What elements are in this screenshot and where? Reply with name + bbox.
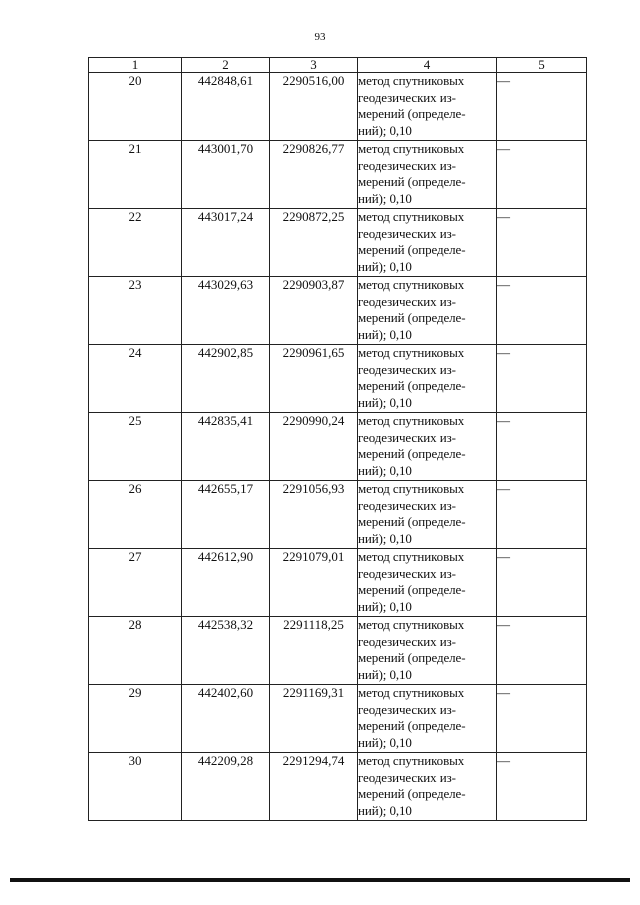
x-coordinate-cell [182,617,270,685]
method-cell [358,345,497,413]
y-coordinate-cell-text: 2291294,74 [282,753,345,768]
point-number-cell [89,685,182,753]
y-coordinate-cell [270,685,358,753]
method-cell-text: метод спутниковых геодезических из- мерений (определе- ний); 0,10 [358,345,466,410]
method-cell [358,549,497,617]
x-coordinate-cell [182,345,270,413]
method-cell [358,277,497,345]
note-cell [497,685,587,753]
point-number-cell-text: 23 [128,277,142,292]
point-number-cell-text: 22 [128,209,142,224]
x-coordinate-cell [182,73,270,141]
y-coordinate-cell-text: 2290516,00 [282,73,345,88]
x-coordinate-cell-text: 442209,28 [197,753,254,768]
note-cell [497,345,587,413]
x-coordinate-cell [182,209,270,277]
y-coordinate-cell [270,345,358,413]
method-cell-text: метод спутниковых геодезических из- мерений (определе- ний); 0,10 [358,141,466,206]
method-cell-text: метод спутниковых геодезических из- мерений (определе- ний); 0,10 [358,413,466,478]
x-coordinate-cell-text: 443001,70 [197,141,254,156]
point-number-cell [89,141,182,209]
x-coordinate-cell [182,685,270,753]
y-coordinate-cell [270,413,358,481]
note-cell-text: — [497,617,510,632]
method-cell [358,481,497,549]
point-number-cell [89,277,182,345]
method-cell [358,209,497,277]
table-row [89,617,587,685]
note-cell-text: — [497,141,510,156]
point-number-cell [89,617,182,685]
column-header: 5 [497,58,587,73]
point-number-cell [89,345,182,413]
table-body [89,73,587,821]
x-coordinate-cell-text: 442835,41 [197,413,254,428]
method-cell-text: метод спутниковых геодезических из- мерений (определе- ний); 0,10 [358,73,466,138]
note-cell-text: — [497,73,510,88]
x-coordinate-cell [182,413,270,481]
y-coordinate-cell-text: 2290961,65 [282,345,345,360]
y-coordinate-cell [270,753,358,821]
y-coordinate-cell [270,277,358,345]
method-cell-text: метод спутниковых геодезических из- мерений (определе- ний); 0,10 [358,753,466,818]
table-header [89,58,587,73]
method-cell-text: метод спутниковых геодезических из- мерений (определе- ний); 0,10 [358,685,466,750]
note-cell-text: — [497,481,510,496]
note-cell-text: — [497,413,510,428]
table-row [89,345,587,413]
point-number-cell-text: 29 [128,685,142,700]
x-coordinate-cell [182,141,270,209]
method-cell-text: метод спутниковых геодезических из- мерений (определе- ний); 0,10 [358,481,466,546]
table-row [89,549,587,617]
table-row [89,481,587,549]
y-coordinate-cell [270,209,358,277]
point-number-cell-text: 26 [128,481,142,496]
point-number-cell-text: 21 [128,141,142,156]
method-cell [358,685,497,753]
x-coordinate-cell [182,549,270,617]
note-cell [497,617,587,685]
column-header: 3 [270,58,358,73]
y-coordinate-cell-text: 2290903,87 [282,277,345,292]
x-coordinate-cell-text: 442902,85 [197,345,254,360]
x-coordinate-cell-text: 442655,17 [197,481,254,496]
x-coordinate-cell [182,277,270,345]
note-cell [497,413,587,481]
note-cell-text: — [497,277,510,292]
table-row [89,413,587,481]
point-number-cell [89,413,182,481]
point-number-cell-text: 30 [128,753,142,768]
y-coordinate-cell [270,549,358,617]
note-cell-text: — [497,685,510,700]
y-coordinate-cell-text: 2290990,24 [282,413,345,428]
y-coordinate-cell [270,141,358,209]
method-cell [358,73,497,141]
point-number-cell [89,549,182,617]
y-coordinate-cell [270,73,358,141]
note-cell [497,73,587,141]
table-row [89,753,587,821]
header-row [89,58,587,73]
x-coordinate-cell-text: 443029,63 [197,277,254,292]
note-cell-text: — [497,345,510,360]
table-row [89,209,587,277]
point-number-cell-text: 28 [128,617,142,632]
point-number-cell [89,481,182,549]
x-coordinate-cell-text: 442848,61 [197,73,254,88]
table-row [89,73,587,141]
x-coordinate-cell-text: 443017,24 [197,209,254,224]
method-cell [358,413,497,481]
method-cell [358,753,497,821]
note-cell [497,277,587,345]
bottom-rule [10,878,630,882]
y-coordinate-cell-text: 2290826,77 [282,141,345,156]
method-cell-text: метод спутниковых геодезических из- мерений (определе- ний); 0,10 [358,617,466,682]
method-cell-text: метод спутниковых геодезических из- мерений (определе- ний); 0,10 [358,277,466,342]
point-number-cell [89,73,182,141]
point-number-cell [89,209,182,277]
y-coordinate-cell-text: 2290872,25 [282,209,345,224]
table-row [89,685,587,753]
point-number-cell-text: 25 [128,413,142,428]
note-cell-text: — [497,549,510,564]
note-cell-text: — [497,753,510,768]
column-header: 4 [358,58,497,73]
coordinates-table [88,57,587,821]
page-number: 93 [314,31,326,43]
column-header: 2 [182,58,270,73]
column-header: 1 [89,58,182,73]
x-coordinate-cell-text: 442402,60 [197,685,254,700]
method-cell-text: метод спутниковых геодезических из- мерений (определе- ний); 0,10 [358,209,466,274]
y-coordinate-cell-text: 2291118,25 [283,617,344,632]
x-coordinate-cell [182,753,270,821]
note-cell [497,481,587,549]
table-row [89,277,587,345]
y-coordinate-cell-text: 2291079,01 [282,549,345,564]
y-coordinate-cell [270,617,358,685]
x-coordinate-cell [182,481,270,549]
point-number-cell-text: 20 [128,73,142,88]
note-cell [497,549,587,617]
point-number-cell-text: 27 [128,549,142,564]
note-cell-text: — [497,209,510,224]
note-cell [497,141,587,209]
table-row [89,141,587,209]
note-cell [497,209,587,277]
point-number-cell [89,753,182,821]
y-coordinate-cell [270,481,358,549]
method-cell [358,141,497,209]
y-coordinate-cell-text: 2291056,93 [282,481,345,496]
point-number-cell-text: 24 [128,345,142,360]
y-coordinate-cell-text: 2291169,31 [282,685,345,700]
x-coordinate-cell-text: 442538,32 [197,617,254,632]
method-cell [358,617,497,685]
method-cell-text: метод спутниковых геодезических из- мерений (определе- ний); 0,10 [358,549,466,614]
note-cell [497,753,587,821]
x-coordinate-cell-text: 442612,90 [197,549,254,564]
